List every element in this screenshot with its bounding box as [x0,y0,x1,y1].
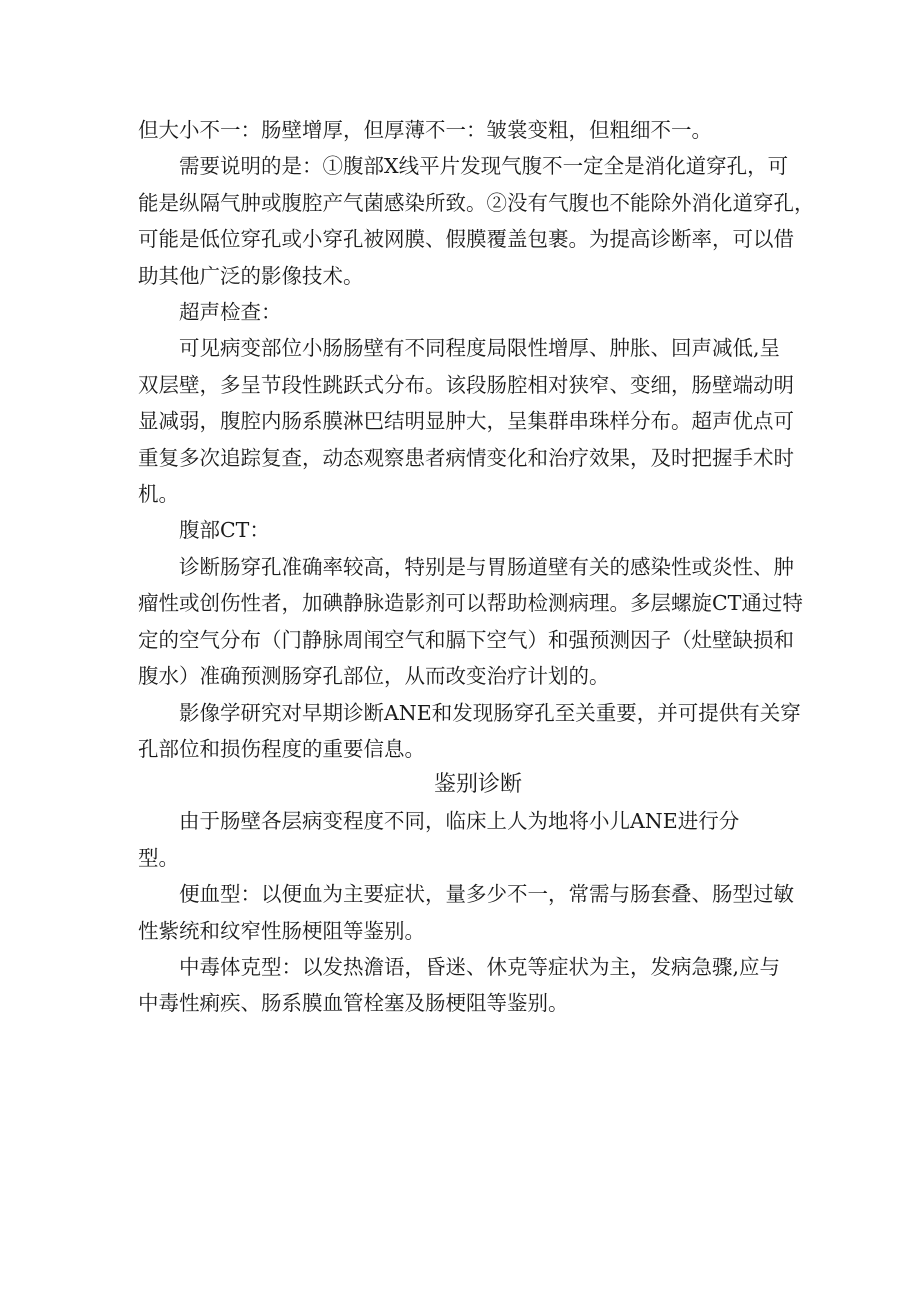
text-line: 中毒性痢疾、肠系膜血管栓塞及肠梗阻等鉴别。 [138,991,569,1016]
text-line: 型。 [138,845,179,870]
text-line: 机。 [138,482,179,507]
document-body [138,112,815,1022]
text-line: 性紫统和纹窄性肠梗阻等鉴别。 [138,918,425,943]
text-line: 定的空气分布（门静脉周闱空气和膈下空气）和强预测因子（灶壁缺损和 [138,627,794,652]
text-line: 瘤性或创伤性者，加碘静脉造影剂可以帮助检测病理。多层螺旋CT通过特 [138,591,803,616]
section-heading: 鉴别诊断 [433,772,522,798]
text-line: 影像学研究对早期诊断ANE和发现肠穿孔至关重要，并可提供有关穿 [179,700,801,725]
text-line: 双层壁，多呈节段性跳跃式分布。该段肠腔相对狭窄、变细，肠壁端动明 [138,372,794,397]
text-line: 孔部位和损伤程度的重要信息。 [138,736,425,761]
text-line: 中毒体克型：以发热澹语，昏迷、休克等症状为主，发病急骤,应与 [179,954,781,979]
text-line: 显减弱，腹腔内肠系膜淋巴结明显肿大，呈集群串珠样分布。超声优点可 [138,409,794,434]
text-line: 重复多次追踪复查，动态观察患者病情变化和治疗效果，及时把握手术时 [138,445,794,470]
text-line: 便血型：以便血为主要症状，量多少不一，常需与肠套叠、肠型过敏 [179,882,794,907]
subheading-ct: 腹部CT： [179,518,270,543]
text-line: 诊断肠穿孔准确率较高，特别是与胃肠道壁有关的感染性或炎性、肿 [179,554,794,579]
text-line: 能是纵隔气肿或腹腔产气菌感染所致。②没有气腹也不能除外消化道穿孔， [138,190,815,215]
text-line: 可见病变部位小肠肠壁有不同程度局限性增厚、肿胀、回声减低,呈 [179,336,781,361]
text-line: 助其他广泛的影像技术。 [138,263,364,288]
text-line: 但大小不一：肠壁增厚，但厚薄不一：皱裳变粗，但粗细不一。 [138,118,712,142]
text-line: 由于肠壁各层病变程度不同，临床上人为地将小儿ANE进行分 [179,809,740,834]
text-line: 可能是低位穿孔或小穿孔被网膜、假膜覆盖包裹。为提高诊断率，可以借 [138,227,794,252]
subheading-ultrasound: 超声检查： [179,300,282,325]
text-line: 需要说明的是：①腹部X线平片发现气腹不一定全是消化道穿孔，可 [179,154,789,179]
text-line: 腹水）准确预测肠穿孔部位，从而改变治疗计划的。 [138,664,610,689]
